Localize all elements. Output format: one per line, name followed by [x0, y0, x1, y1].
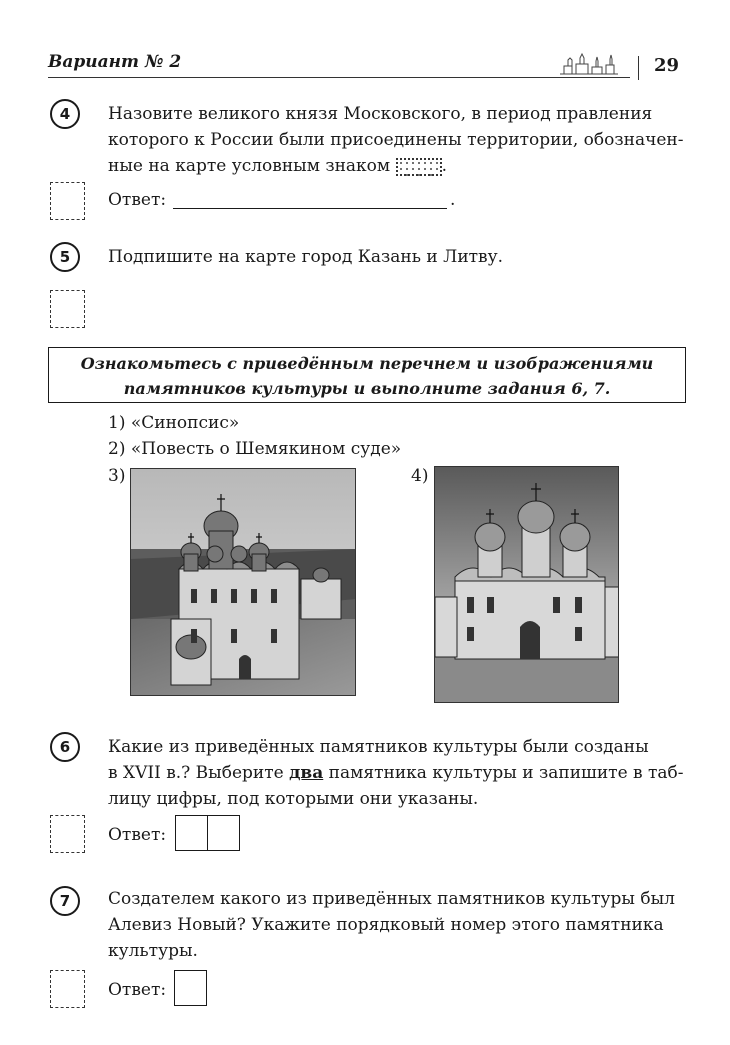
question-6-line-2-end: памятника культуры и запишите в таб-: [328, 763, 684, 783]
question-7-text: [108, 886, 688, 964]
score-box-6: [50, 815, 85, 853]
archangel-cathedral-photo: [130, 468, 356, 696]
answer-label-6: Ответ:: [108, 825, 167, 845]
question-number-4: 4: [50, 99, 80, 129]
answer-cell-7[interactable]: [174, 970, 207, 1006]
header-separator: [638, 56, 639, 80]
question-4-line-2: которого к России были присоединены территории, обозначен-: [108, 130, 684, 150]
question-4-text: [108, 101, 688, 179]
score-box-5: [50, 290, 85, 328]
question-number-7: 7: [50, 886, 80, 916]
question-4-line-3-text: ные на карте условным знаком: [108, 156, 391, 176]
monument-4-label: 4): [411, 466, 429, 486]
question-number-6: 6: [50, 732, 80, 762]
question-6-line-2-start: в XVII в.? Выберите: [108, 763, 284, 783]
instruction-line-1: Ознакомьтесь с приведённым перечнем и изображениями: [80, 354, 654, 373]
question-4-line-3-end: .: [441, 156, 447, 176]
dormition-cathedral-photo: [434, 466, 619, 703]
cathedral-3-illustration: [131, 469, 356, 696]
instruction-box: [48, 347, 686, 403]
question-7-line-1: Создателем какого из приведённых памятников культуры был: [108, 889, 675, 909]
instruction-line-2: памятников культуры и выполните задания 6, 7.: [123, 379, 611, 398]
monument-1: 1) «Синопсис»: [108, 413, 240, 433]
score-box-7: [50, 970, 85, 1008]
answer-line-4-end: .: [450, 190, 456, 210]
question-4-line-1: Назовите великого князя Московского, в период правления: [108, 104, 653, 124]
question-7-line-2: Алевиз Новый? Укажите порядковый номер этого памятника: [108, 915, 664, 935]
answer-label-7: Ответ:: [108, 980, 167, 1000]
score-box-4: [50, 182, 85, 220]
variant-title: Вариант № 2: [48, 52, 182, 72]
cathedral-4-illustration: [435, 467, 619, 703]
monument-3-label: 3): [108, 466, 126, 486]
answer-cell-6-2[interactable]: [207, 815, 240, 851]
question-7-line-3: культуры.: [108, 941, 198, 961]
question-6-line-2: [108, 760, 688, 786]
monument-2: 2) «Повесть о Шемякином суде»: [108, 439, 402, 459]
question-6-emphasis: два: [289, 763, 324, 783]
page-number: 29: [654, 55, 680, 76]
answer-line-4[interactable]: [173, 208, 447, 209]
question-4-line-3: [108, 153, 688, 179]
header-rule: [48, 77, 630, 78]
answer-cell-6-1[interactable]: [175, 815, 208, 851]
kremlin-sketch-icon: [558, 50, 620, 78]
question-5-text: Подпишите на карте город Казань и Литву.: [108, 247, 504, 267]
question-6-line-1: Какие из приведённых памятников культуры были созданы: [108, 737, 649, 757]
question-6-line-3: лицу цифры, под которыми они указаны.: [108, 789, 479, 809]
question-number-5: 5: [50, 242, 80, 272]
answer-label-4: Ответ:: [108, 190, 167, 210]
question-6-text: [108, 734, 688, 812]
map-legend-symbol-icon: [396, 158, 442, 176]
